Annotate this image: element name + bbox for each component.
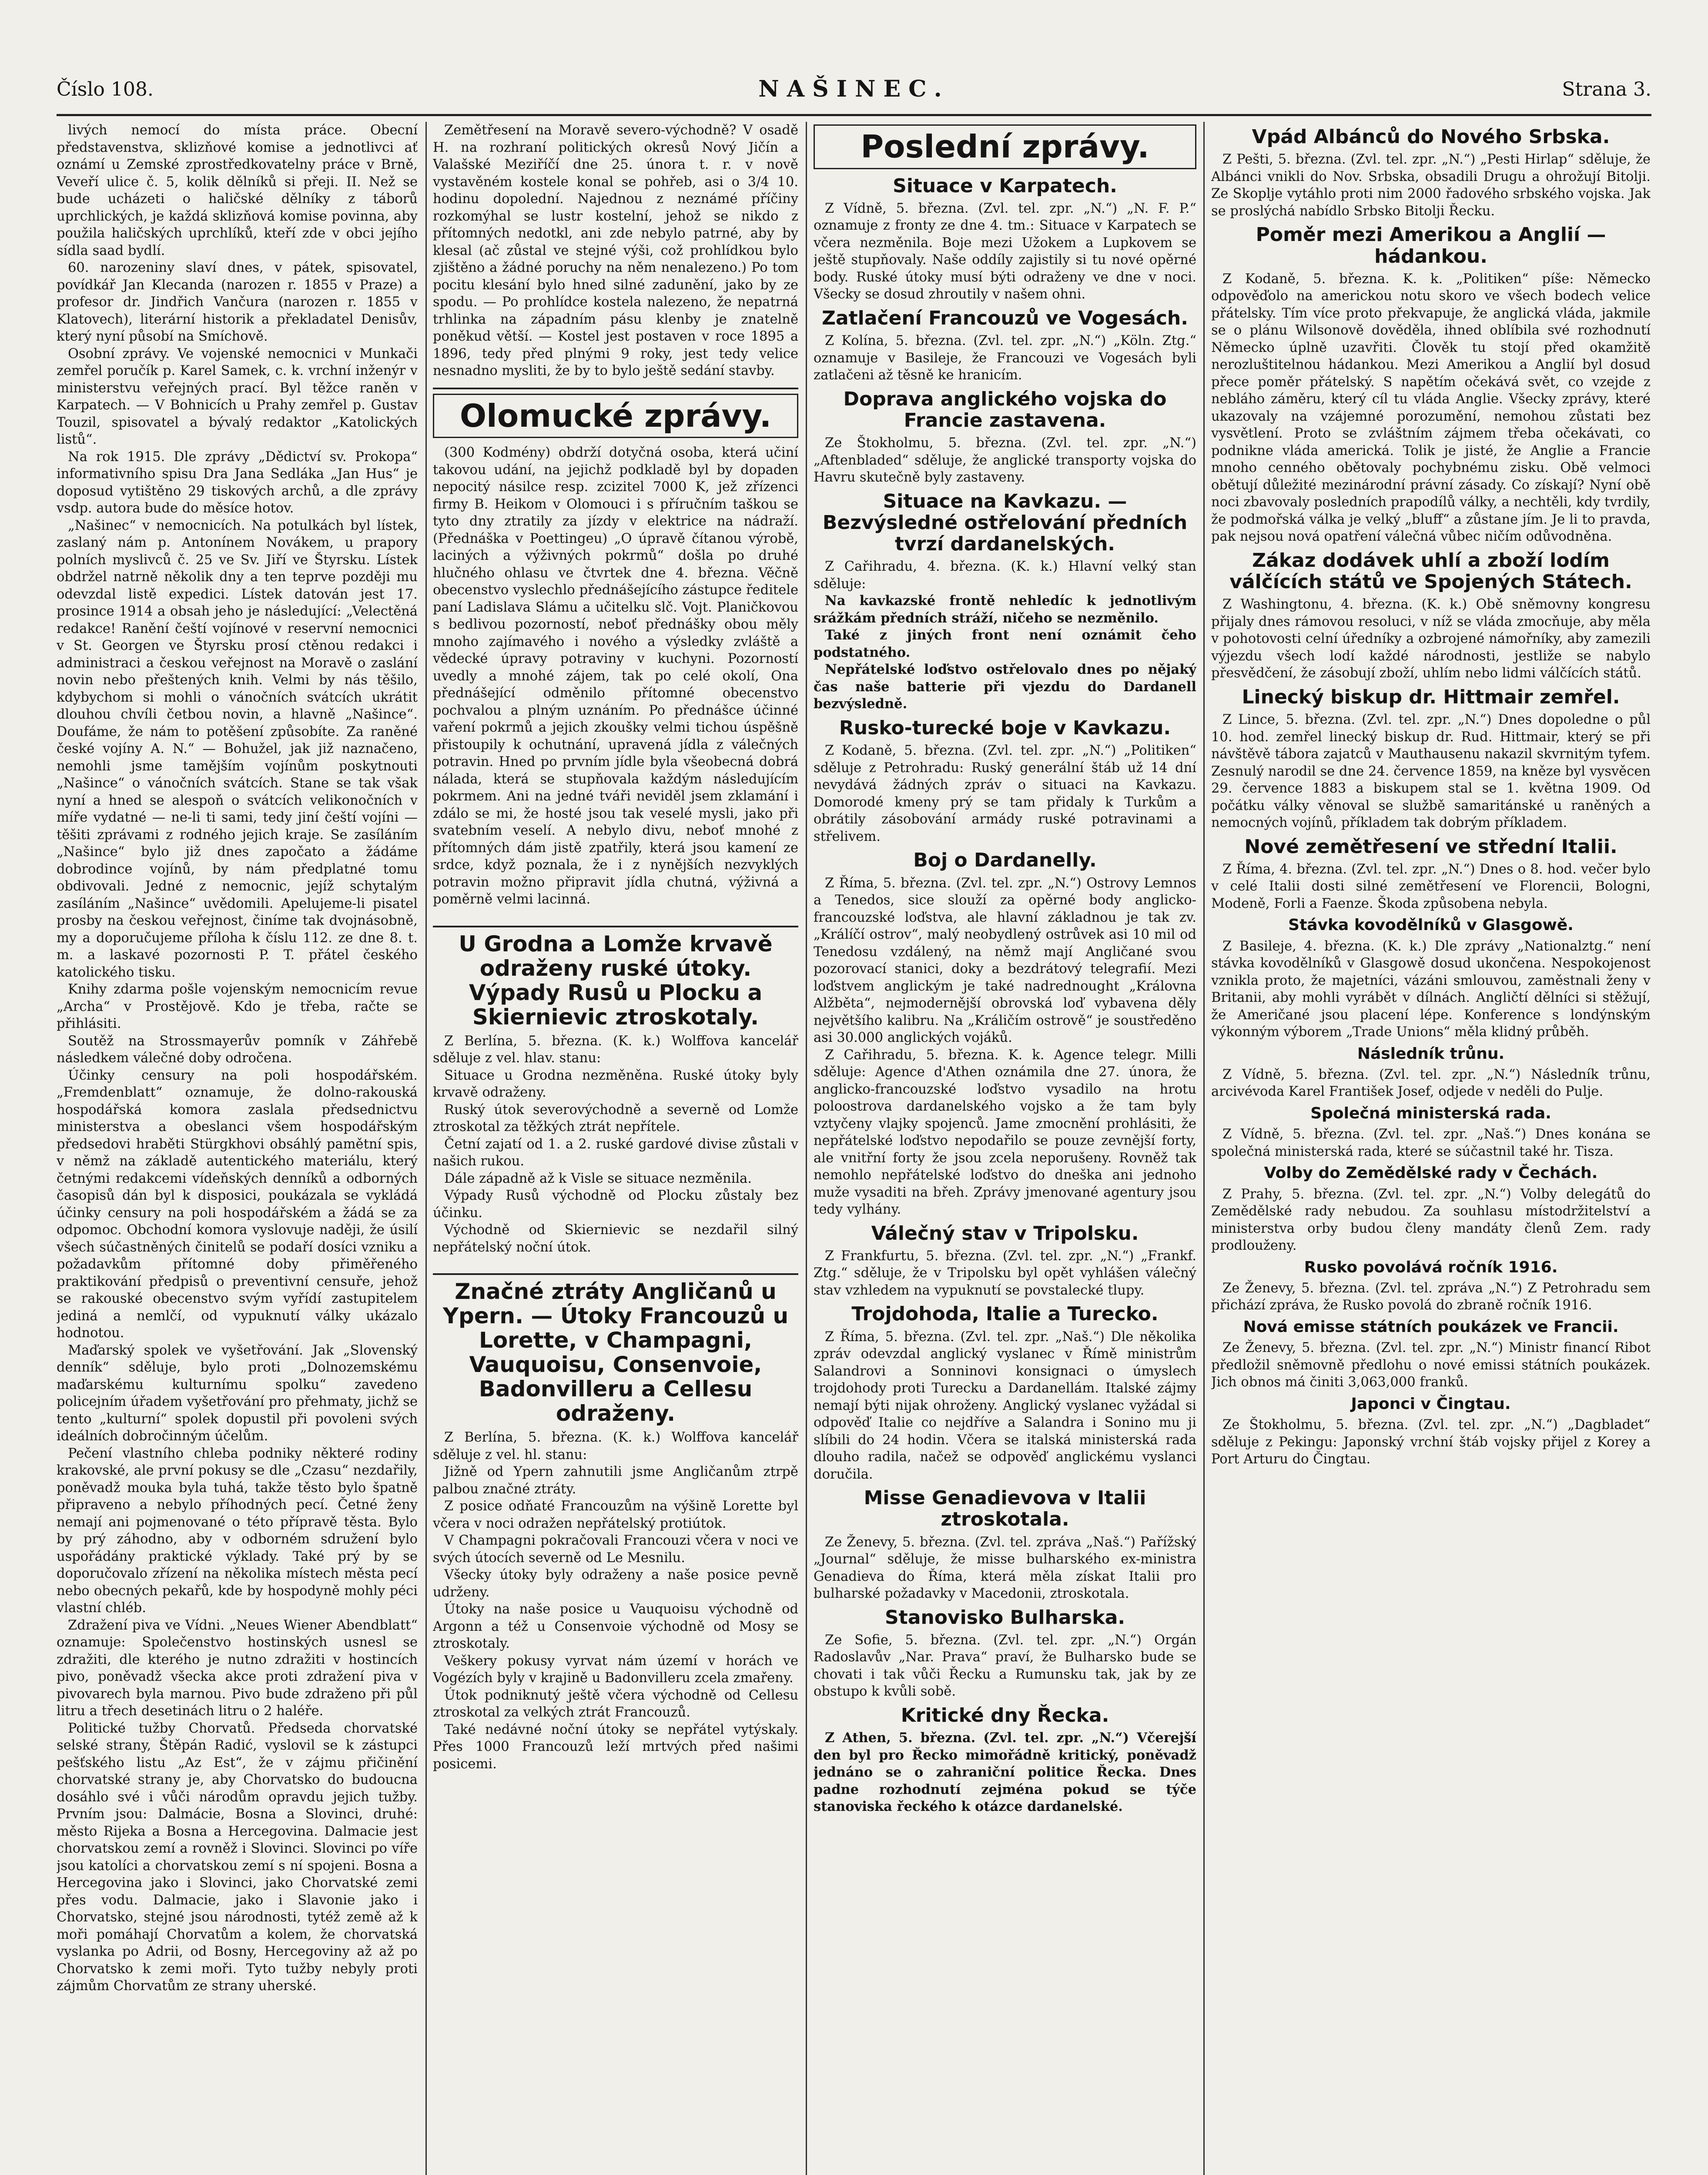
article-paragraph: Také z jiných front není oznámit čeho podstatného. [814, 627, 1196, 660]
article-paragraph: Na rok 1915. Dle zprávy „Dědictví sv. Prokopa“ informativního spisu Dra Jana Sedláka „Jan Hus“ je doposud vytištěno 29 tiskových archů, a dle zprávy vsdp. autora bude do měsíce hotov. [57, 449, 418, 516]
article-headline: Stávka kovodělníků v Glasgowě. [1288, 916, 1574, 934]
article-paragraph: Z Říma, 5. března. (Zvl. tel. zpr. „N.“) Ostrovy Lemnos a Tenedos, sice slouží za opěrné body anglicko-francouzské loďstva, ale hlavní základnou je tak zv. „Králíčí ostrov“, malý neobydlený ostrůvek asi 10 mil od Tenedosu vzdálený, na němž mají Angličané svou pozorovací stanici, doky a bezdrátový telegrafií. Mezi loďstvem anglickým je také nadrednought „Královna Alžběta“, nejmodernější obrovská loď vybavena děly největšího kalibru. Na „Králičím ostrově“ je soustředěno asi 30.000 anglických vojáků. [814, 875, 1196, 1046]
section-rule [433, 926, 798, 927]
article-headline: Stanovisko Bulharska. [884, 1606, 1125, 1629]
article-paragraph: Z Říma, 5. března. (Zvl. tel. zpr. „Naš.“) Dle několika zpráv odevzdal anglický vyslanec v Římě ministrům Salandrovi a Sonninovi konsignaci o úmyslech trojdohody proti Turecku a Dardanellám. Italské zájmy nemají býti nijak ohroženy. Anglický vyslanec vyžádal si odpověď Italie co nejdříve a Salandra i Sonino mu ji slíbili do 24 hodin. Včera se italská ministerská rada dlouho radila, načež se odpověď anglickému vyslanci doručila. [814, 1329, 1196, 1482]
article-paragraph: Útoky na naše posice u Vauquoisu východně od Argonn a též u Consenvoie východně od Mosy se ztroskotaly. [433, 1602, 798, 1652]
article-paragraph: Z Cařihradu, 4. března. (K. k.) Hlavní velký stan sděluje: [814, 559, 1196, 592]
article-paragraph: Na kavkazské frontě nehledíc k jednotlivým srážkám předních stráží, ničeho se nezměnilo. [814, 593, 1196, 626]
article-headline: Rusko povolává ročník 1916. [1304, 1258, 1558, 1276]
article-paragraph: Knihy zdarma pošle vojenským nemocnicím revue „Archa“ v Prostějově. Kdo je třeba, račte se přihlásiti. [57, 982, 418, 1031]
article-paragraph: Zdražení piva ve Vídni. „Neues Wiener Abendblatt“ oznamuje: Společenstvo hostinských usnesl se zdražiti, dle kterého je nutno zdražiti v hostincích pivo, poněvadž všecka akce proti zdražení piva v pivovarech byla marnou. Pivo bude zdraženo při půl litru a třech desetinách litru o 2 haléře. [57, 1617, 418, 1719]
article-headline: Poměr mezi Amerikou a Anglií — hádankou. [1256, 224, 1606, 268]
column-divider [1203, 122, 1205, 2175]
article-paragraph: Z Kodaně, 5. března. (Zvl. tel. zpr. „N.“) „Politiken“ sděluje z Petrohradu: Ruský generální štáb už 14 dní nevydává žádných zpráv o situaci na Kavkazu. Domorodé kmeny prý se tam přidaly k Turkům a obrátily zásobování armády ruské potravinami a střelivem. [814, 743, 1196, 844]
article-paragraph: Politické tužby Chorvatů. Předseda chorvatské selské strany, Štěpán Radić, vyslovil se k zástupci pešťského listu „Az Est“, že v zájmu přičinění chorvatské strany je, aby Chorvatsko do budoucna dosáhlo své i vůči národům opravdu jejich tužby. Prvním jsou: Dalmácie, Bosna a Slovinci, druhé: město Rijeka a Bosna a Hercegovina. Dalmacie jest chorvatskou zemí a rovněž i Slovinci. Slovinci po víře jsou katolíci a chorvatskou zemí s ní spojeni. Bosna a Hercegovina jako i Slovinci, jako Chorvatské zemi přes vodu. Dalmacie, jako i Slavonie jako i Chorvatsko, stejné jsou národnosti, tytéž země až k moři pomáhají Chorvatům a kolem, že chorvatská vyslanka po Adrii, od Bosny, Hercegoviny až až po Chorvatsko k zemi moři. Tyto tužby nebyly proti zájmům Chorvatům ze strany uherské. [57, 1720, 418, 1994]
page-number: Strana 3. [1562, 78, 1651, 100]
article-headline: Válečný stav v Tripolsku. [871, 1222, 1139, 1245]
article-paragraph: Dále západně až k Visle se situace nezměnila. [444, 1171, 752, 1186]
article-paragraph: Z Vídně, 5. března. (Zvl. tel. zpr. „Naš.“) Dnes konána se společná ministerská rada, které se súčastnil také hr. Tisza. [1211, 1127, 1651, 1159]
article-headline: Trojdohoda, Italie a Turecko. [851, 1303, 1159, 1325]
article-headline: Doprava anglického vojska do Francie zastavena. [843, 388, 1167, 432]
article-paragraph: Pečení vlastního chleba podniky některé rodiny krakovské, ale první pokusy se dle „Czasu“ nezdařily, poněvadž mouka byla tuhá, takže těsto bylo špatně připraveno a nebylo příhodných pecí. Četné ženy nemají ani pojmenované o této přípravě těsta. Bylo by prý záhodno, aby v odborném sdružení bylo uspořádány praktické výklady. Také prý by se doporučovalo zřízení na několika místech města pecí nebo obecných pekařů, kde by hospodyně mohly péci vlastní chléb. [57, 1446, 418, 1616]
article-paragraph: Z Vídně, 5. března. (Zvl. tel. zpr. „N.“) Následník trůnu, arcivévoda Karel František Josef, odjede v neděli do Pulje. [1211, 1067, 1651, 1100]
section-heading: Poslední zprávy. [814, 124, 1196, 169]
article-paragraph: Z Berlína, 5. března. (K. k.) Wolffova kancelář sděluje z vel. hlav. stanu: [433, 1033, 798, 1066]
article-paragraph: Z Prahy, 5. března. (Zvl. tel. zpr. „N.“) Volby delegátů do Zemědělské rady nebudou. Za souhlasu místodržitelství a ministerstva orby budou členy mandáty členů Zem. rady prodlouženy. [1211, 1186, 1651, 1254]
article-paragraph: Ruský útok severovýchodně a severně od Lomže ztroskotal za těžkých ztrát nepřítele. [433, 1102, 798, 1135]
article-headline: Japonci v Čingtau. [1351, 1395, 1511, 1413]
article-paragraph: Účinky censury na poli hospodářském. „Fremdenblatt“ oznamuje, že dolno-rakouská hospodářská komora zaslala předsednictvu ministerstva a obeslanci všem hospodářským předsedovi hraběti Stürgkhovi obsáhlý pamětní spis, v němž na základě autentického materiálu, který četnými redakcemi vídeňských denníků a odborných časopisů dán byl k disposici, poukázala se vykládá účinky censury na poli hospodářském a žádá se za odpomoc. Obchodní komora vyslovuje naději, že úsilí všech súčastněných činitelů se podaří dosíci vzniku a požadavkům přítomné doby přiměřeného praktikování předpisů o preventivní censuře, jehož se rakouské obecenstvo svým vyřídí zastupitelem jediná a nemlčí, od vypuknutí války ukázalo hodnotou. [57, 1067, 418, 1341]
article-headline: Značné ztráty Angličanů u Ypern. — Útoky Francouzů u Lorette, v Champagni, Vauquoisu, Consenvoie, Badonvilleru a Cellesu odraženy. [442, 1279, 789, 1426]
article-paragraph: Ze Sofie, 5. března. (Zvl. tel. zpr. „N.“) Orgán Radoslavův „Nar. Prava“ praví, že Bulharsko bude se chovati i tak vůči Řecku a Rumunsku tak, jak by ze obstupo k kvůli sobě. [814, 1632, 1196, 1700]
article-headline: Nová emisse státních poukázek ve Francii. [1243, 1318, 1619, 1336]
article-headline: Zatlačení Francouzů ve Vogesách. [822, 307, 1188, 329]
section-rule [433, 388, 798, 389]
newspaper-title: NAŠINEC. [758, 76, 950, 102]
article-paragraph: Ze Ženevy, 5. března. (Zvl. tel. zpr. „N.“) Ministr financí Ribot předložil sněmovně předlohu o nové emissi státních poukázek. Jich obnos má činiti 3,063,000 franků. [1211, 1340, 1651, 1390]
section-heading: Olomucké zprávy. [433, 394, 798, 438]
article-headline: Vpád Albánců do Nového Srbska. [1252, 126, 1610, 148]
article-paragraph: „Našinec“ v nemocnicích. Na potulkách byl lístek, zaslaný nám p. Antonínem Novákem, u prapory polních myslivců č. 25 ve Sv. Jiří ve Štyrsku. Lístek obdržel natrně několik dny a ten teprve později mu odevzdal listě expedici. Lístek datován jest 17. prosince 1914 a obsah jeho je následující: „Velectěná redakce! Ranění čeští vojínové v reservní nemocnici v St. Georgen ve Štyrsku prosí ctěnou redakci i administraci a českou veřejnost na Moravě o zaslání novin nebo přeštených knih. Velmi by nás těšilo, kdybychom si mohli o vánočních svátcích ukrátit dlouhou chvíli četbou novin, a hlavně „Našince“. Doufáme, že nám to potěšení způsobíte. Za raněné české vojíny A. N.“ — Bohužel, jak již naznačeno, nemohli jsme tamějším vojínům poskytnouti „Našince“ o vánočních svátcích. Stane se tak však nyní a hned se alespoň o svátcích velikonočních v míře vydatné — ne-li ti sami, tedy jiní čeští vojíni — těšiti zprávami z rodného jejich kraje. Se zasíláním „Našince“ bylo již dnes započato a žádáme dobrodince vojínů, by nám předplatné tomu obdivovali. Jedné z nemocnic, jejíž schytalým zasíláním „Našince“ uvědomili. Apelujeme-li pisatel prosby na českou veřejnost, činíme tak dvojnásobně, my a doporučujeme příloha k číslu 112. ze dne 8. t. m. a laskavé pozornosti P. T. přátel českého katolického tisku. [57, 518, 418, 980]
article-paragraph: Z posice odňaté Francouzům na výšině Lorette byl včera v noci odražen nepřátelský protiútok. [433, 1499, 798, 1531]
article-headline: Nové zemětřesení ve střední Italii. [1244, 835, 1618, 858]
article-paragraph: Z Říma, 4. března. (Zvl. tel. zpr. „N.“) Dnes o 8. hod. večer bylo v celé Italii dosti silné zemětřesení ve Florencii, Bologni, Modeně, Forli a Faenze. Škoda způsobena nebyla. [1211, 861, 1651, 911]
column-4 [1211, 122, 1651, 2175]
column-2 [433, 122, 798, 2175]
article-headline: Rusko-turecké boje v Kavkazu. [839, 716, 1171, 739]
masthead [57, 70, 1651, 109]
article-headline: Zákaz dodávek uhlí a zboží lodím válčících států ve Spojených Státech. [1229, 549, 1632, 593]
article-headline: Následník trůnu. [1357, 1044, 1505, 1063]
article-paragraph: Maďarský spolek ve vyšetřování. Jak „Slovenský denník“ sděluje, bylo proti „Dolnozemskému maďarskému kulturnímu spolku“ zavedeno policejním úřadem vyšetřování pro přehmaty, jichž se tento „kulturní“ spolek dopustil při povoleni svých ideálních dobročinným účelům. [57, 1342, 418, 1444]
column-3 [814, 122, 1196, 2175]
issue-number: Číslo 108. [57, 78, 154, 100]
article-paragraph: Z Frankfurtu, 5. března. (Zvl. tel. zpr. „N.“) „Frankf. Ztg.“ sděluje, že v Tripolsku byl opět vyhlášen válečný stav vzhledem na vypuknutí se povstalecké tlupy. [814, 1248, 1196, 1298]
article-paragraph: Z Cařihradu, 5. března. K. k. Agence telegr. Milli sděluje: Agence d'Athen oznámila dne 27. února, že anglicko-francouzské loďstvo vysadilo na hrotu poloostrova dardanelského vojsko a že tam byly vztyčeny vlajky spojenců. Jame zmocnění prohlásiti, že nepřátelské loďstvo nepodařilo se pouze zevnější forty, ale vnitřní forty že jsou zcela neporušeny. Rovněž tak nemohlo nepřátelské loďstvo do dneška ani jednoho muže vysaditi na břeh. Zprávy jmenované agentury jsou tedy vylhány. [814, 1047, 1196, 1218]
article-headline: Boj o Dardanelly. [913, 849, 1097, 872]
article-headline: Situace na Kavkazu. — Bezvýsledné ostřelování předních tvrzí dardanelských. [822, 490, 1188, 555]
article-paragraph: Z Washingtonu, 4. března. (K. k.) Obě sněmovny kongresu přijaly dnes rámovou resoluci, v níž se vláda zmocňuje, aby měla v pohotovosti celní úředníky a ozbrojené námořníky, aby zamezili výjezdu všech lodí každé národnosti, jestliže se nabylo přesvědčení, že zásobují zboží, uhlím nebo lidmi válčících států. [1211, 597, 1651, 681]
article-headline: Společná ministerská rada. [1310, 1104, 1551, 1122]
article-paragraph: Ze Štokholmu, 5. března. (Zvl. tel. zpr. „N.“) „Dagbladet“ sděluje z Pekingu: Japonský vrchní štáb vojsky přijel z Korey a Port Arturu do Čingtau. [1211, 1417, 1651, 1467]
article-paragraph: (300 Kodmény) obdrží dotyčná osoba, která učiní takovou udání, na jejichž podkladě byl by dopaden nepocitý násilce resp. zcizitel 7000 K, jež zřízenci firmy B. Heikom v Olomouci i s příručním taškou se tyto dny ztratily za jízdy v elektrice na nádraží. (Přednáška v Poettingeu) „O úpravě čítanou výrobě, laciných a výživných pokrmů“ došla po druhé hlučného ohlasu ve čtvrtek dne 4. března. Věčně obecenstvo vyslechlo přednášejícího zástupce ředitele paní Ladislava Slámu a učitelku slč. Vojt. Planičkovou s bedlivou pozorností, neboť přednášky obou měly mnoho zajímavého i nového a výsledky zvláště a vědecké úpravy potraviny v kuchyni. Pozorností uvedly a mnohé zájem, tak po celé okolí, Ona přednášející odměnilo přítomné obecenstvo pochvalou a plným uznáním. Po přednášce účinné vaření pokrmů a jejich zkoušky velmi tichou úspěšně přistoupily k ochutnání, upravená jídla z válečných potravin. Hned po prvním jídle byla všeobecná dobrá nálada, která se stupňovala každým následujícím pokrmem. Ani na jedné tváři neviděl jsem zklamání i zdálo se mi, že hosté jsou tak veselé mysli, jako při svatebním veselí. A nebylo divu, neboť mnohé z přítomných dám jistě zpatřily, která jsou kamení ze srdce, když poznala, že i z nynějších nezvyklých potravin možno připravit jídla chutná, výživná a poměrně velmi lacinná. [433, 445, 798, 907]
article-headline: U Grodna a Lomže krvavě odraženy ruské útoky. Výpady Rusů u Plocku a Skiernievic ztroskotaly. [459, 931, 773, 1030]
article-paragraph: Osobní zprávy. Ve vojenské nemocnici v Munkači zemřel poručík p. Karel Samek, c. k. vrchní inženýr v ministerstvu veřejných prací. Byl těžce raněn v Karpatech. — V Bohnicích u Prahy zemřel p. Gustav Touzil, spisovatel a bývalý redaktor „Katolických listů“. [57, 346, 418, 447]
article-paragraph: V Champagni pokračovali Francouzi včera v noci ve svých útocích severně od Le Mesnilu. [433, 1533, 798, 1566]
article-paragraph: Zemětřesení na Moravě severo-východně? V osadě H. na rozhraní politických okresů Nový Jičín a Valašské Meziříčí dne 25. února t. r. v nově vystavěném kostele konal se pohřeb, asi o 3/4 10. hodinu dopolední. Najednou z neznámé příčiny rozkomýhal se lustr kostelní, jehož se nikdo z přítomných nedotkl, ani zde nebylo patrné, aby by klesal (ač zůstal ve stejné výši, což prohlídkou bylo zjištěno a žádné poruchy na něm nenalezeno.) Po tom pocitu klesání bylo hned silné zadunění, jako by ze spodu. — Po prohlídce kostela nalezeno, že nepatrná trhlinka na západním pásu klenby je znatelně poněkud větší. — Kostel jest postaven v roce 1895 a 1896, tedy před plnými 9 roky, jest tedy velice nesnadno mysliti, že by to bylo ještě sedání stavby. [433, 123, 798, 378]
article-paragraph: Z Lince, 5. března. (Zvl. tel. zpr. „N.“) Dnes dopoledne o půl 10. hod. zemřel linecký biskup dr. Rud. Hittmair, který se při návštěvě tábora zajatců v Mauthausenu nakazil skvrnitým tyfem. Zesnulý narodil se dne 24. července 1859, na kněze byl vysvěcen 29. července 1883 a biskupem stal se 1. května 1909. Od počátku války věnoval se službě samaritánské u raněných a nemocných vojínů, příkladem tak dobrým příkladem. [1211, 712, 1651, 831]
article-paragraph: Ze Ženevy, 5. března. (Zvl. tel. zpráva „N.“) Z Petrohradu sem přichází zpráva, že Rusko povolá do zbraně ročník 1916. [1211, 1280, 1651, 1313]
article-paragraph: Jižně od Ypern zahnutili jsme Angličanům ztrpě palbou značné ztráty. [433, 1464, 798, 1497]
article-paragraph: Z Basileje, 4. března. (K. k.) Dle zprávy „Nationalztg.“ není stávka kovodělníků v Glasgowě dosud ukončena. Nespokojenost vznikla proto, že majetníci, vázáni smlouvou, zaměstnali ženy v Britanii, aby mohli vyrábět v dílnách. Angličtí dělníci si stěžují, že Američané jsou placení lépe. Konference s londýnským výkonným výborem „Trade Unions“ měla klidný průběh. [1211, 938, 1651, 1040]
article-paragraph: Soutěž na Strossmayerův pomník v Záhřebě následkem válečné doby odročena. [57, 1033, 418, 1066]
article-paragraph: Také nedávné noční útoky se nepřátel vytýskaly. Přes 1000 Francouzů leží mrtvých před našimi posicemi. [433, 1722, 798, 1772]
article-paragraph: Ze Štokholmu, 5. března. (Zvl. tel. zpr. „N.“) „Aftenbladed“ sděluje, že anglické transporty vojska do Havru skutečně byly zastaveny. [814, 435, 1196, 485]
article-paragraph: livých nemocí do místa práce. Obecní představenstva, sklizňové komise a jednotlivci ať oznámí u Zemské zprostředkovatelny práce v Brně, Veveří ulice č. 5, kolik dělníků si přeji. II. Než se bude ucházeti o haličské dělníky z táborů uprchlických, je každá sklizňová komise povinna, aby použila haličských uprchlíků, kteří zde v obci jejího sídla saad bydlí. [57, 123, 418, 258]
article-paragraph: Z Kolína, 5. března. (Zvl. tel. zpr. „N.“) „Köln. Ztg.“ oznamuje v Basileje, že Francouzi ve Vogesách byli zatlačeni až těsně ke hranicím. [814, 333, 1196, 383]
article-paragraph: Situace u Grodna nezměněna. Ruské útoky byly krvavě odraženy. [433, 1067, 798, 1101]
article-paragraph: Veškery pokusy vyrvat nám území v horách ve Vogézích byly v krajině u Badonvilleru zcela zmařeny. [433, 1653, 798, 1686]
article-paragraph: Z Pešti, 5. března. (Zvl. tel. zpr. „N.“) „Pesti Hirlap“ sděluje, že Albánci vnikli do Nov. Srbska, obsadili Drugu a ohrožují Bitolji. Ze Skoplje vytáhlo proti nim 2000 řadového srbského vojska. Jak se proslýchá nabídlo Srbsko Bitolji Řecku. [1211, 152, 1651, 219]
article-paragraph: Ze Ženevy, 5. března. (Zvl. tel. zpráva „Naš.“) Pařížský „Journal“ sděluje, že misse bulharského ex-ministra Genadieva do Říma, která měla získat Italii pro bulharské požadavky v Macedonii, ztroskotala. [814, 1534, 1196, 1602]
article-paragraph: Východně od Skiernievic se nezdařil silný nepřátelský noční útok. [433, 1222, 798, 1255]
column-divider [806, 122, 807, 2175]
article-headline: Misse Genadievova v Italii ztroskotala. [864, 1487, 1146, 1531]
article-paragraph: Z Kodaně, 5. března. K. k. „Politiken“ píše: Německo odpověďolo na americkou notu skoro ve všech bodech velice přátelsky. Tím více proto překvapuje, že anglická vláda, jakmile se o plánu Wilsonově dověděla, ihned oblíbila své rozhodnutí Německo úplně uzavřiti. Člověk tu stojí před okamžitě nerozluštitelnou hádankou. Mezi Amerikou a Anglií byl dosud přece poměr přátelský. S napětím očekává svět, co vzejde z nebláho záměru, který cíl tu vláda Anglie. Všecky zprávy, které ukazovaly na vzájemné porozumění, nemohou zůstati bez vysvětlení. Proto se zvláštním zájmem třeba očekávati, co podnikne vláda americká. Tolik je jisté, že Anglie a Francie mnoho cenného obětovaly pochybnému zisku. Obě velmoci obětují důležité mezinárodní právní zásady. Co získají? Nyní obě noci zbavovaly posledních prapodílů války, a nechtěli, kdy tvrdily, že podmořská válka je velký „bluff“ a zůstane jím. Je li to pravda, pak nejsou nová opatření válečná vůbec ničím odůvodněna. [1211, 271, 1651, 545]
article-paragraph: Výpady Rusů východně od Plocku zůstaly bez účinku. [433, 1188, 798, 1221]
section-rule [433, 1273, 798, 1275]
article-paragraph: Nepřátelské loďstvo ostřelovalo dnes po nějaký čas naše batterie při vjezdu do Dardanell bezvýsledně. [814, 662, 1196, 712]
article-paragraph: Z Vídně, 5. března. (Zvl. tel. zpr. „N.“) „N. F. P.“ oznamuje z fronty ze dne 4. tm.: Situace v Karpatech se včera nezměnila. Boje mezi Užokem a Lupkovem se ještě stupňovaly. Naše oddíly zajistily si tu nové opěrné body. Ruské útoky musí býti odraženy ve dne v noci. Všecky se dosud zhroutily v našem ohni. [814, 201, 1196, 302]
article-headline: Kritické dny Řecka. [901, 1704, 1109, 1727]
masthead-rule [57, 114, 1651, 116]
article-paragraph: Útok podniknutý ještě včera východně od Cellesu ztroskotal za velkých ztrát Francouzů. [433, 1687, 798, 1720]
article-paragraph: 60. narozeniny slaví dnes, v pátek, spisovatel, povídkář Jan Klecanda (narozen r. 1855 v Praze) a profesor dr. Jindřich Vančura (narozen r. 1855 v Klatovech), literární historik a překladatel Denisův, který nyní působí na Smíchově. [57, 260, 418, 344]
article-headline: Situace v Karpatech. [893, 174, 1117, 197]
column-divider [425, 122, 427, 2175]
article-headline: Linecký biskup dr. Hittmair zemřel. [1242, 686, 1620, 708]
column-1 [57, 122, 418, 2175]
article-headline: Volby do Zemědělské rady v Čechách. [1264, 1164, 1598, 1182]
article-paragraph: Z Athen, 5. března. (Zvl. tel. zpr. „N.“) Včerejší den byl pro Řecko mimořádně kritický, poněvadž jednáno se o zahraniční politice Řecka. Dnes padne rozhodnutí zejména pokud se týče stanoviska řeckého k otázce dardanelské. [814, 1730, 1196, 1815]
article-paragraph: Všecky útoky byly odraženy a naše posice pevně udrženy. [433, 1567, 798, 1600]
article-paragraph: Četní zajatí od 1. a 2. ruské gardové divise zůstali v našich rukou. [433, 1136, 798, 1169]
article-paragraph: Z Berlína, 5. března. (K. k.) Wolffova kancelář sděluje z vel. hl. stanu: [433, 1430, 798, 1462]
